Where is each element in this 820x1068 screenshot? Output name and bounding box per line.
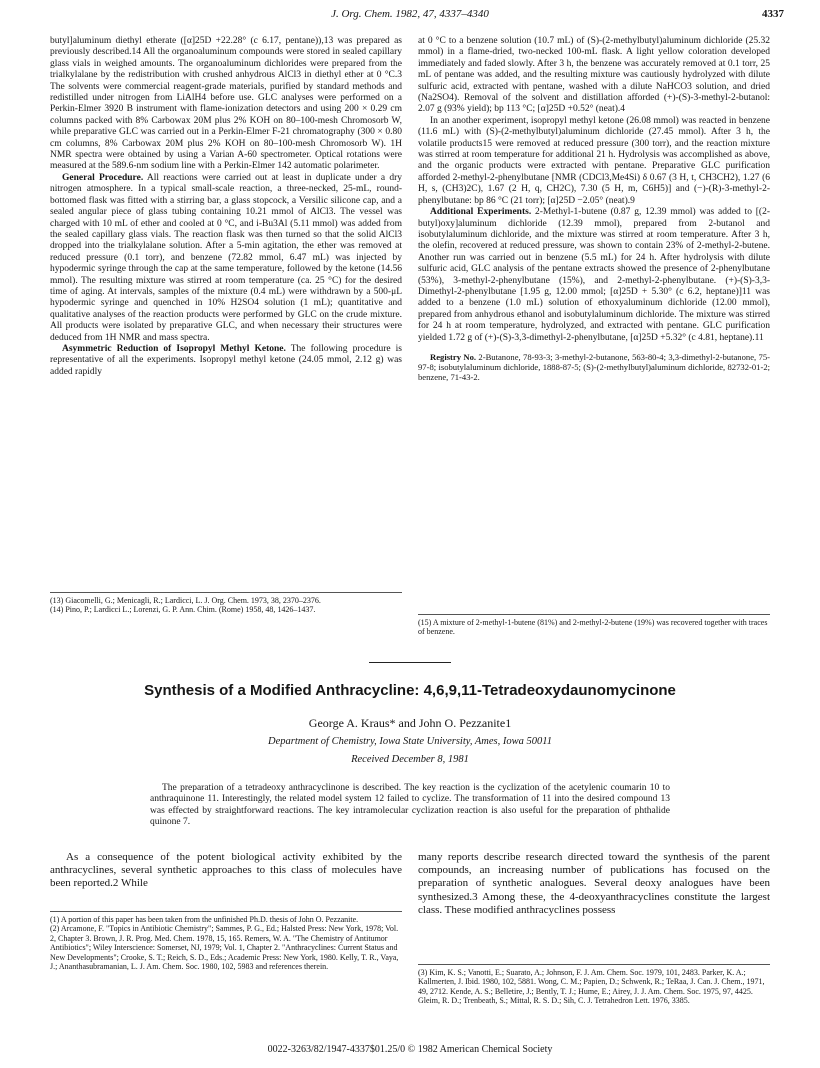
footnote-3: (3) Kim, K. S.; Vanotti, E.; Suarato, A.; Johnson, F. J. Am. Chem. Soc. 1979, 101, 2483. Parker, K. A.; Kallmerten, J. Ibid. 1980, 102, 5881. Wong, C. M.; Papien, D.; Schwenk, R.; TeRaa, J. Can. J. Chem., 1971, 49, 2712. Kende, A. S.; Belletire, J.; Bently, T. J.; Hume, E.; Airey, J. J. Am. Chem. Soc. 1975, 97, 4425. Gleim, R. D.; Trenbeath, S.; Mittal, R. S. D.; Sih, C. J. Tetrahedron Lett. 1976, 3385. — [418, 968, 765, 1006]
page-footer: 0022-3263/82/1947-4337$01.25/0 © 1982 American Chemical Society — [267, 1044, 553, 1055]
registry-text: 2-Butanone, 78-93-3; 3-methyl-2-butanone, 563-80-4; 3,3-dimethyl-2-butanone, 75-97-8; isobutylaluminum dichloride, 1888-87-5; (S)-(2-methylbutyl)aluminum dichloride, 82732-01-2; benzene, 71-43-2. — [418, 351, 770, 383]
left-paragraph-1: butyl]aluminum diethyl etherate ([α]25D +22.28° (c 6.17, pentane)),13 was prepared as previously described.14 All the organoaluminum compounds were stored in sealed capillary glass vials in weighed amounts. The organoaluminum dichlorides were prepared from the trialkylalane by the redistribution with crushed anhydrous AlCl3 in diethyl ether at 0 °C.3 The solvents were commercial reagent-grade materials, purified by standard methods and redistilled under nitrogen from LiAlH4 before use. GLC analyses were performed on a Perkin-Elmer 3920 B instrument with flame-ionization detectors and using 200 × 0.29 cm columns packed with 8% Carbowax 20M plus 2% KOH on 80–100-mesh Chromosorb W, while preparative GLC was carried out in a Perkin-Elmer F-21 chromatography (300 × 0.80 cm columns, 8% Carbowax 20M plus 2% KOH on 80–100-mesh Chromosorb W). 1H NMR spectra were obtained by using a Varian A-60 spectrometer. Optical rotations were measured at the 589.6-nm sodium line with a Perkin-Elmer 142 automatic polarimeter. — [50, 36, 402, 172]
additional-experiments-text: 2-Methyl-1-butene (0.87 g, 12.39 mmol) was added to [(2-butyl)oxy]aluminum dichloride (12.39 mmol), prepared from 2-butanol and isobutylaluminum dichloride, and the mixture was stirred at room temperature. After 3 h, the olefin, recovered at reduced pressure, was shown to contain 23% of 2-methyl-2-butene. Another run was carried out in benzene (5.5 mL) for 24 h. After hydrolysis with dilute sulfuric acid, GLC analysis of the pentane extracts showed the presence of 2-phenylbutane (53%), 3-methyl-2-phenylbutane (15%), and 2-methyl-2-phenylbutane. (+)-(S)-3,3-Dimethyl-2-phenylbutane [1.95 g, 12.00 mmol; [α]25D + 5.30° (c 6.2, heptane)]11 was added to a benzene (1.0 mL) solution of ethoxyaluminum dichloride (12.00 mmol), prepared from anhydrous ethanol and isobutylaluminum dichloride. The mixture was stirred for 24 h at room temperature, hydrolyzed, and extracted with pentane. GLC purification yielded 1.72 g of (+)-(S)-3,3-dimethyl-2-phenylbutane, [α]25D +5.32° (c 4.81, heptane).11 — [418, 207, 770, 343]
article-authors: George A. Kraus* and John O. Pezzanite1 — [308, 716, 512, 730]
registry-heading: Registry No. — [430, 351, 477, 362]
running-header: J. Org. Chem. 1982, 47, 4337–4340 — [331, 8, 489, 20]
article-footnotes-left — [50, 911, 402, 971]
footnote-15: (15) A mixture of 2-methyl-1-butene (81%) and 2-methyl-2-butene (19%) was recovered together with traces of benzene. — [418, 618, 768, 637]
article-footnotes-right — [418, 964, 770, 1006]
additional-experiments-heading: Additional Experiments. — [430, 207, 532, 218]
general-procedure-text: All reactions were carried out at least in duplicate under a dry nitrogen atmosphere. In a typical small-scale reaction, a three-necked, 25-mL, round-bottomed flask was fitted with a stirring bar, a glass stopcock, a Versilic silicone cap, and a sealed angular piece of glass tubing containing 10.21 mmol of AlCl3. The vessel was charged with 10 mL of ether and cooled at 0 °C, and i-Bu3Al (5.11 mmol) was added from the sealed capillary glass vials. The reaction flask was then turned so that the solid AlCl3 dropped into the trialkylalane solution. After a 5-min agitation, the ether was removed at reduced pressure (0.1 torr), and benzene (72.82 mmol, 6.47 mL) was injected by hypodermic syringe through the cap at the same temperature, followed by the ketone (14.56 mmol). The resulting mixture was stirred at room temperature (ca. 25 °C) for the desired time of aging. At intervals, samples of the mixture (0.4 mL) were withdrawn by a 500-μL hypodermic syringe and quenched in 10% H2SO4 solution (1 mL); quantitative and qualitative analyses of the reaction products were performed by GLC on the crude mixture. All products were isolated by preparative GLC, and when necessary their structures were deduced from 1H NMR and mass spectra. — [50, 172, 402, 343]
article-abstract: The preparation of a tetradeoxy anthracyclinone is described. The key reaction is the cyclization of the acetylenic coumarin 10 to anthraquinone 11. Interestingly, the related model system 12 failed to cyclize. The transformation of 11 into the desired compound 13 was effected by straightforward reactions. The key intramolecular cyclization reaction is also useful for the preparation of phthalide quinone 7. — [150, 783, 670, 828]
body-right-paragraph: many reports describe research directed toward the synthesis of the parent compounds, an increasing number of publications has focused on the preparation of synthetic analogues. Several deoxy analogues have been synthesized.3 Among these, the 4-deoxyanthracyclines constitute the largest class. These modified anthracyclines possess — [418, 851, 770, 916]
right-column — [418, 36, 770, 383]
general-procedure-heading: General Procedure. — [62, 172, 144, 183]
page-number: 4337 — [762, 8, 784, 20]
left-footnotes — [50, 592, 402, 615]
right-paragraph-3 — [418, 207, 770, 344]
right-paragraph-2: In an another experiment, isopropyl methyl ketone (26.08 mmol) was reacted in benzene (11.6 mL) with (S)-(2-methylbutyl)aluminum dichloride (27.45 mmol). After 3 h, the volatile products15 were removed at reduced pressure (300 torr), and the reaction mixture was stirred at room temperature for additional 21 h. Hydrolysis was accomplished as above, and the organic products were extracted with pentane. Preparative GLC purification afforded 2-methyl-2-phenylbutane [NMR (CDCl3,Me4Si) δ 0.67 (3 H, t, CH3CH2), 1.27 (6 H, s, (CH3)2C), 1.67 (2 H, q, CH2C), 7.30 (5 H, m, C6H5)] and (−)-(R)-3-methyl-2-phenylbutane: bp 86 °C (21 torr); [α]25D −2.05° (neat).9 — [418, 115, 770, 206]
left-paragraph-2 — [50, 173, 402, 344]
article-separator — [369, 662, 451, 663]
article-title: Synthesis of a Modified Anthracycline: 4,6,9,11-Tetradeoxydaunomycinone — [144, 682, 676, 699]
body-left — [50, 851, 402, 891]
footnote-2: (2) Arcamone, F. "Topics in Antibiotic Chemistry"; Sammes, P. G., Ed.; Halsted Press: New York, 1978; Vol. 2, Chapter 3. Brown, J. R. Prog. Med. Chem. 1978, 15, 165. Remers, W. A. "The Chemistry of Antitumor Antibiotics"; Wiley Interscience: Somerset, NJ, 1979; Vol. 1, Chapter 2. "Anthracyclines: Current Status and New Developments"; Crooke, S. T.; Reich, S. D., Eds.; Academic Press: New York, 1980. Kelly, T. R., Vaya, J.; Ananthasubramanian, L. J. Am. Chem. Soc. 1980, 102, 5983 and references therein. — [50, 924, 399, 972]
article-received-date: Received December 8, 1981 — [351, 754, 469, 765]
footnote-1: (1) A portion of this paper has been taken from the unfinished Ph.D. thesis of John O. Pezzanite. — [50, 915, 359, 924]
right-paragraph-1: at 0 °C to a benzene solution (10.7 mL) of (S)-(2-methylbutyl)aluminum dichloride (25.32 mmol) in a flame-dried, two-necked 100-mL flask. A light yellow coloration developed immediately and faded slowly. After 3 h, the benzene was accurately removed at 0.1 torr, 25 mL of pentane was added, and the resulting mixture was cautiously hydrolyzed with dilute sulfuric acid, extracted with pentane, washed with a dilute NaHCO3 solution, and dried (Na2SO4). Removal of the solvent and distillation afforded (+)-(S)-3-methyl-2-butanol: 2.07 g (93% yield); bp 113 °C; [α]25D +0.52° (neat).4 — [418, 36, 770, 115]
body-left-paragraph: As a consequence of the potent biological activity exhibited by the anthracyclines, several synthetic approaches to this class of molecules have been reported.2 While — [50, 851, 402, 890]
right-footnotes — [418, 614, 770, 637]
article-affiliation: Department of Chemistry, Iowa State University, Ames, Iowa 50011 — [268, 736, 552, 747]
body-right — [418, 851, 770, 917]
registry-numbers — [418, 352, 770, 383]
footnote-14: (14) Pino, P.; Lardicci L.; Lorenzi, G. P. Ann. Chim. (Rome) 1958, 48, 1426–1437. — [50, 605, 316, 615]
asymmetric-reduction-heading: Asymmetric Reduction of Isopropyl Methyl Ketone. — [62, 343, 286, 354]
left-column — [50, 36, 402, 378]
asymmetric-reduction-text: The following procedure is representative of all the experiments. Isopropyl methyl ketone (24.05 mmol, 2.12 g) was added rapidly — [50, 343, 402, 377]
left-paragraph-3 — [50, 344, 402, 378]
footnote-13: (13) Giacomelli, G.; Menicagli, R.; Lardicci, L. J. Org. Chem. 1973, 38, 2370–2376. — [50, 596, 321, 605]
